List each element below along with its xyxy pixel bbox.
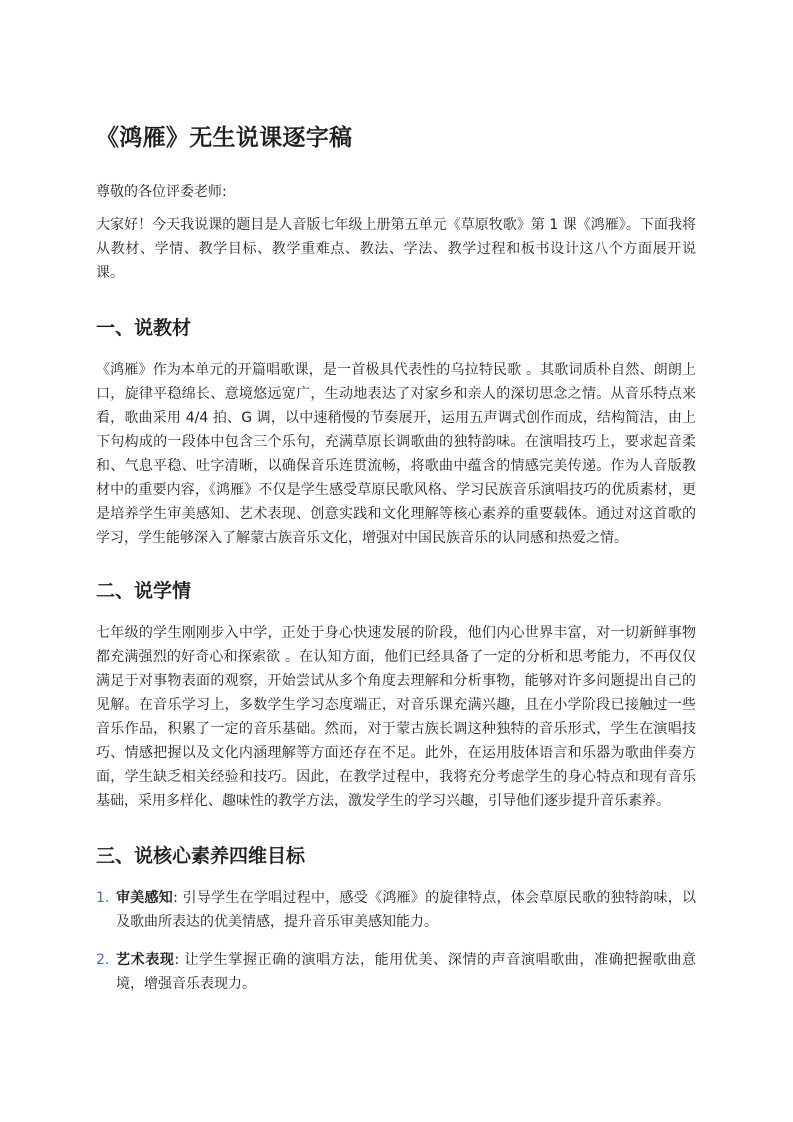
list-item xyxy=(96,948,696,996)
greeting: 尊敬的各位评委老师: xyxy=(96,184,227,200)
list-item-separator: : xyxy=(173,890,183,906)
intro-paragraph: 大家好！今天我说课的题目是人音版七年级上册第五单元《草原牧歌》第 1 课《鸿雁》。下面我将从教材、学情、教学目标、教学重难点、教法、学法、教学过程和板书设计这八个方面展开说课。 xyxy=(96,217,696,281)
list-item-number: 1. xyxy=(96,890,110,906)
section-heading-objectives: 三、说核心素养四维目标 xyxy=(96,845,306,867)
list-item xyxy=(96,886,696,934)
list-item-number: 2. xyxy=(96,952,110,968)
document-title: 《鸿雁》无生说课逐字稿 xyxy=(96,125,353,151)
document-page xyxy=(96,118,696,1010)
list-item-text: 引导学生在学唱过程中，感受《鸿雁》的旋律特点，体会草原民歌的独特韵味，以及歌曲所表达的优美情感，提升音乐审美感知能力。 xyxy=(116,890,697,930)
list-item-separator: : xyxy=(174,952,185,968)
section-body-students: 七年级的学生刚刚步入中学，正处于身心快速发展的阶段，他们内心世界丰富，对一切新鲜事物都充满强烈的好奇心和探索欲 。在认知方面，他们已经具备了一定的分析和思考能力，不再仅仅满足于对事物表面的观察，开始尝试从多个角度去理解和分析事物，能够对许多问题提出自己的见解。在音乐学习上，多数学生学习态度端正，对音乐课充满兴趣，且在小学阶段已接触过一些音乐作品，积累了一定的音乐基础。然而，对于蒙古族长调这种独特的音乐形式，学生在演唱技巧、情感把握以及文化内涵理解等方面还存在不足。此外，在运用肢体语言和乐器为歌曲伴奏方面，学生缺乏相关经验和技巧。因此，在教学过程中，我将充分考虑学生的身心特点和现有音乐基础，采用多样化、趣味性的教学方法，激发学生的学习兴趣，引导他们逐步提升音乐素养。 xyxy=(96,625,696,809)
objectives-list xyxy=(96,886,696,996)
list-item-text: 让学生掌握正确的演唱方法，能用优美、深情的声音演唱歌曲，准确把握歌曲意境，增强音乐表现力。 xyxy=(116,952,697,992)
section-body-textbook: 《鸿雁》作为本单元的开篇唱歌课，是一首极具代表性的乌拉特民歌 。其歌词质朴自然、朗朗上口，旋律平稳绵长、意境悠远宽广，生动地表达了对家乡和亲人的深切思念之情。从音乐特点来看，歌曲采用 4/4 拍、G 调，以中速稍慢的节奏展开，运用五声调式创作而成，结构简洁，由上下句构成的一段体中包含三个乐句，充满草原长调歌曲的独特韵味。在演唱技巧上，要求起音柔和、气息平稳、吐字清晰，以确保音乐连贯流畅，将歌曲中蕴含的情感完美传递。作为人音版教材中的重要内容，《鸿雁》不仅是学生感受草原民歌风格、学习民族音乐演唱技巧的优质素材，更是培养学生审美感知、艺术表现、创意实践和文化理解等核心素养的重要载体。通过对这首歌的学习，学生能够深入了解蒙古族音乐文化，增强对中国民族音乐的认同感和热爱之情。 xyxy=(96,362,696,546)
list-item-term: 艺术表现 xyxy=(116,952,175,968)
list-item-term: 审美感知 xyxy=(116,890,174,906)
section-heading-textbook: 一、说教材 xyxy=(96,317,192,339)
section-heading-students: 二、说学情 xyxy=(96,580,192,602)
